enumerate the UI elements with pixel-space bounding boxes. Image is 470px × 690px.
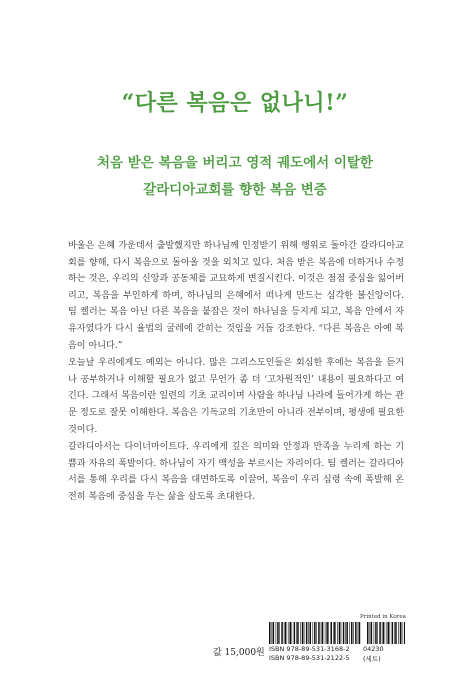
barcode-bar: [300, 622, 301, 644]
barcode-bar: [297, 622, 299, 644]
barcode-bar: [313, 622, 314, 644]
barcode-bar: [296, 622, 297, 644]
barcode-bar: [326, 622, 328, 644]
barcode-bar: [367, 622, 369, 644]
barcode-bar: [392, 622, 394, 644]
isbn-addon-2: (세트): [363, 655, 381, 663]
barcode-bar: [277, 622, 279, 644]
barcode-bar: [302, 622, 304, 644]
barcode-bar: [288, 622, 289, 644]
headline-quote: “다른 복음은 없나니!”: [121, 90, 349, 116]
paragraph-1: 바울은 은혜 가운데서 출발했지만 하나님께 인정받기 위해 행위로 돌아간 갈라디아교회를 향해, 다시 복음으로 돌아올 것을 외치고 있다. 처음 받은 복음에 더하거나 수정하는 것은, 우리의 신앙과 공동체를 교묘하게 변질시킨다. 이것은 점점 중심을 잃어버리고, 복음을 부인하게 하며, 하나님의 은혜에서 떠나게 만드는 심각한 불신앙이다. 팀 켈러는 복음 아닌 다른 복음을 붙잡은 것이 하나님을 등지게 되고, 복음 안에서 자유자였다가 다시 율법의 굴레에 갇히는 것임을 거듭 강조한다. “다른 복음은 아예 복음이 아니다.”: [68, 241, 404, 351]
barcode-bar: [272, 622, 273, 644]
subtitle-line-1: 처음 받은 복음을 버리고 영적 궤도에서 이탈한: [97, 155, 373, 171]
barcode-bar: [402, 622, 403, 644]
barcode-bar: [400, 622, 402, 644]
isbn-2: ISBN 978-89-531-2122-5: [269, 654, 350, 662]
barcode-bar: [386, 622, 387, 644]
barcode-bar: [276, 622, 277, 644]
barcode-bar: [398, 622, 399, 644]
barcode-bar: [318, 622, 320, 644]
barcode-bar: [314, 622, 316, 644]
subtitle-line-2: 갈라디아교회를 향한 복음 변증: [143, 182, 327, 198]
barcode-bar: [308, 622, 309, 644]
barcode-bar: [377, 622, 378, 644]
printed-in-label: Printed in Korea: [360, 614, 406, 620]
barcode-bar: [343, 622, 345, 644]
price-label: 값 15,000원: [213, 648, 265, 658]
barcode-bar: [279, 622, 280, 644]
barcode-bar: [306, 622, 308, 644]
isbn-addon-1: 04230: [363, 645, 384, 653]
barcode-bar: [345, 622, 346, 644]
barcode-bar: [371, 622, 373, 644]
barcode-bar: [349, 622, 350, 644]
barcode-bar: [285, 622, 287, 644]
barcode-bar: [382, 622, 383, 644]
barcode-bar: [334, 622, 336, 644]
barcode-bar: [394, 622, 395, 644]
barcode-bar: [337, 622, 338, 644]
barcode-bar: [322, 622, 324, 644]
barcode-bar: [351, 622, 353, 644]
barcode-bar: [284, 622, 285, 644]
barcode-bar: [341, 622, 342, 644]
barcode-bar: [290, 622, 292, 644]
barcode-bar: [331, 622, 333, 644]
barcode-bar: [269, 622, 271, 644]
barcode-bar: [355, 622, 357, 644]
barcode-bar: [333, 622, 334, 644]
barcode-bar: [292, 622, 293, 644]
barcode-bar: [404, 622, 405, 644]
barcode-bar: [359, 622, 361, 644]
barcode: [269, 622, 405, 644]
barcode-bar: [346, 622, 348, 644]
barcode-bar: [358, 622, 359, 644]
barcode-bar: [294, 622, 296, 644]
barcode-bar: [390, 622, 391, 644]
barcode-bar: [388, 622, 390, 644]
barcode-bar: [353, 622, 354, 644]
barcode-icon: [269, 622, 405, 644]
barcode-bar: [375, 622, 377, 644]
barcode-bar: [281, 622, 283, 644]
barcode-bar: [310, 622, 312, 644]
barcode-bar: [383, 622, 385, 644]
barcode-bar: [339, 622, 341, 644]
body-text: [68, 238, 404, 507]
barcode-bar: [325, 622, 326, 644]
subtitle: [0, 150, 470, 204]
barcode-bar: [316, 622, 317, 644]
paragraph-2: 오늘날 우리에게도 예외는 아니다. 많은 그리스도인들은 회심한 후에는 복음을 듣거나 공부하거나 이해할 필요가 없고 무언가 좀 더 ‘고차원적인’ 내용이 필요하다고 여긴다. 그래서 복음이란 일련의 기초 교리이며 사람을 하나님 나라에 들어가게 하는 관문 정도로 잘못 이해한다. 복음은 기독교의 기초만이 아니라 전부이며, 평생에 필요한 것이다.: [68, 358, 404, 435]
barcode-bar: [379, 622, 381, 644]
barcode-bar: [304, 622, 305, 644]
barcode-bar: [374, 622, 375, 644]
barcode-bar: [370, 622, 371, 644]
barcode-bar: [395, 622, 397, 644]
barcode-bar: [328, 622, 329, 644]
barcode-bar: [321, 622, 322, 644]
paragraph-3: 갈라디아서는 다이너마이트다. 우리에게 깊은 의미와 안정과 만족을 누리게 하는 기쁨과 자유의 폭발이다. 하나님이 자기 백성을 부르시는 자리이다. 팀 켈러는 갈라디아서를 통해 우리를 다시 복음을 대면하도록 이끌어, 복음이 우리 심령 속에 폭발해 온전히 복음에 중심을 두는 삶을 살도록 초대한다.: [68, 442, 404, 502]
isbn-1: ISBN 978-89-531-3168-2: [269, 645, 350, 653]
barcode-bar: [273, 622, 275, 644]
